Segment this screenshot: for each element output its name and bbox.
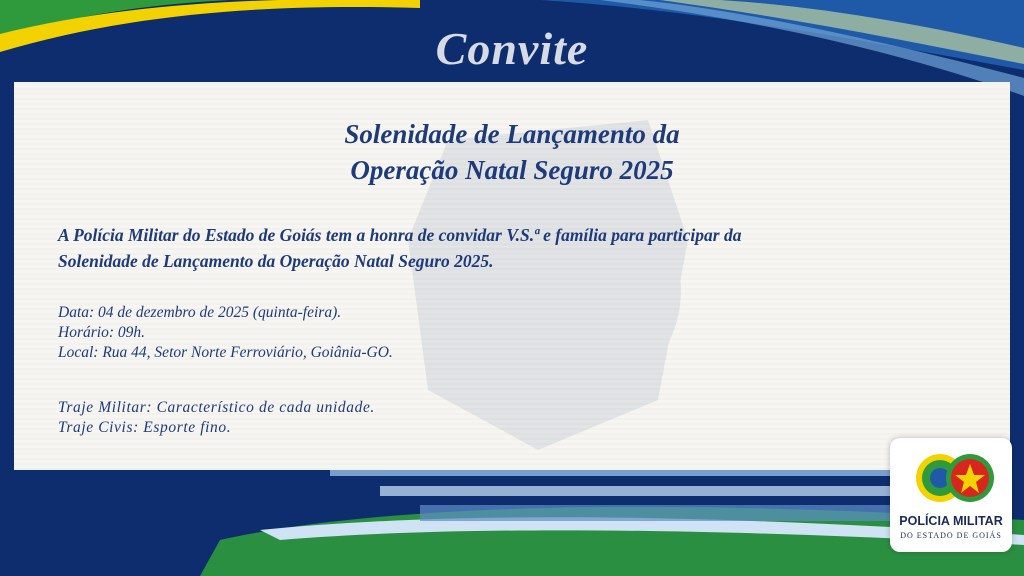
event-date: Data: 04 de dezembro de 2025 (quinta-feira). — [58, 304, 342, 321]
dress-code-civil: Traje Civis: Esporte fino. — [58, 419, 232, 436]
heading-line-1: Solenidade de Lançamento da — [344, 119, 680, 149]
event-location: Local: Rua 44, Setor Norte Ferroviário, Goiânia-GO. — [58, 344, 393, 361]
event-time: Horário: 09h. — [58, 324, 145, 341]
invitation-title: Convite — [435, 23, 589, 74]
intro-line-2: Solenidade de Lançamento da Operação Natal Seguro 2025. — [58, 251, 494, 271]
heading-line-2: Operação Natal Seguro 2025 — [350, 155, 674, 185]
logo-text-sub: DO ESTADO DE GOIÁS — [900, 531, 1002, 540]
logo-text-main: POLÍCIA MILITAR — [899, 514, 1003, 528]
intro-paragraph — [58, 222, 958, 274]
dress-code — [58, 398, 758, 438]
pm-logo — [890, 438, 1012, 552]
intro-line-1: A Polícia Militar do Estado de Goiás tem a honra de convidar V.S.ª e família para participar da — [58, 225, 742, 245]
dress-code-military: Traje Militar: Característico de cada unidade. — [58, 399, 375, 416]
event-heading — [0, 116, 1024, 188]
event-details — [58, 303, 758, 363]
pm-badge-icon — [910, 448, 994, 508]
